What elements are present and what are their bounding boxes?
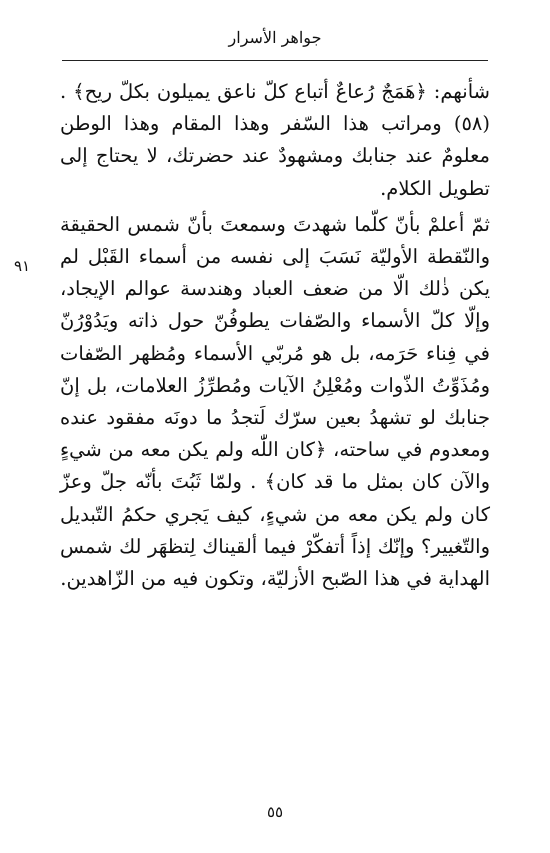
paragraph-2: ثمّ أعلمْ بأنّ كلّما شهدتَ وسمعتَ بأنّ شمس الحقيقة والنّقطة الأوليّة نَسَبَ إلى نفسه من أسماء القَبْل لم يكن ذٰلك الّا من ضعف العباد وهندسة عوالم الإيجاد، وإلّا كلّ الأسماء والصّفات يطوفُنّ حول ذاته ويَدُوْرُنّ في فِناء حَرَمه، بل هو مُربّي الأسماء ومُظهر الصّفات ومُذَوِّتُ الذّوات ومُعْلِنُ الآيات ومُطرِّزُ العلامات، بل إنّ جنابك لو تشهدُ بعين سرّك لَتجدُ ما دونَه مفقود عنده ومعدوم في ساحته، ﴿كان اللّٰه ولم يكن معه من شيءٍ والآن كان بمثل ما قد كان﴾ . ولمّا ثَبُتَ بأنّه جلّ وعزّ كان ولم يكن معه من شيءٍ، كيف يَجري حكمُ التّبديل والتّغيير؟ وإنّك إذاً أتفكّرْ فيما ألقيناك لِتظهَر لك شمس الهداية في هذا الصّبح الأزليّة، وتكون فيه من الزّاهدين.: [60, 212, 490, 591]
header-rule: [62, 60, 488, 61]
body-text: [60, 76, 490, 595]
paragraph-1: شأنهم: ﴿هَمَجٌ رُعاعٌ أتباع كلّ ناعق يميلون بكلّ ريح﴾ . (٥٨) ومراتب هذا السّفر وهذا المقام وهذا الوطن معلومٌ عند جنابك ومشهودٌ عند حضرتك، لا يحتاج إلى تطويل الكلام.: [60, 80, 490, 200]
running-head: جواهر الأسرار: [228, 28, 322, 47]
page-number: ٥٥: [266, 803, 284, 821]
margin-verse-number: ٩١: [14, 257, 31, 275]
